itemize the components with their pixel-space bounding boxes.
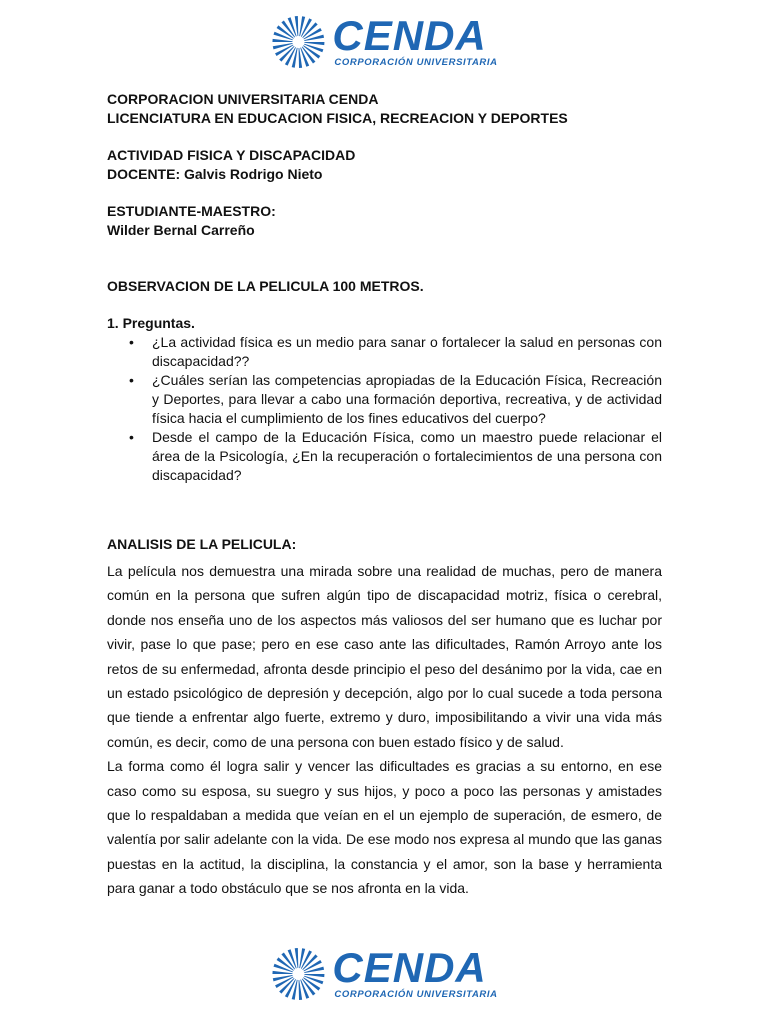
sunburst-ray — [273, 43, 293, 49]
sunburst-ray — [299, 948, 305, 968]
observation-title: OBSERVACION DE LA PELICULA 100 METROS. — [107, 278, 424, 294]
analysis-heading: ANALISIS DE LA PELICULA: — [107, 536, 297, 552]
questions-heading: 1. Preguntas. — [107, 315, 195, 331]
sunburst-ray — [304, 35, 324, 41]
student-name: Wilder Bernal Carreño — [107, 222, 255, 238]
sunburst-ray — [304, 967, 324, 973]
course-name: ACTIVIDAD FISICA Y DISCAPACIDAD — [107, 147, 356, 163]
student-label: ESTUDIANTE-MAESTRO: — [107, 203, 276, 219]
analysis-paragraph: La forma como él logra salir y vencer las dificultades es gracias a su entorno, en ese caso como su esposa, su suegro y sus hijos, y poco a poco las personas y amistades que lo respaldaban a medida que veían en el un ejemplo de superación, de esmero, de valentía por salir adelante con la vida. De ese modo nos expresa al mundo que las ganas puestas en la actitud, la disciplina, la constancia y el amor, son la base y herramienta para ganar a todo obstáculo que se nos afronta en la vida. — [107, 758, 662, 897]
sunburst-ray — [273, 975, 293, 981]
logo-name: CENDA — [332, 12, 487, 59]
question-item: • ¿Cuáles serían las competencias apropiadas de la Educación Física, Recreación y Deportes, para llevar a cabo una formación deportiva, recreativa, y de actividad física hacia el cumplimiento de los fines educativos del cuerpo? — [107, 371, 662, 428]
sunburst-logo-icon — [270, 14, 326, 70]
logo-subtitle: CORPORACIÓN UNIVERSITARIA — [334, 57, 498, 68]
program-name: LICENCIATURA EN EDUCACION FISICA, RECREACION Y DEPORTES — [107, 110, 568, 126]
questions-list — [107, 333, 662, 485]
sunburst-center — [293, 37, 303, 47]
logo-subtitle: CORPORACIÓN UNIVERSITARIA — [334, 989, 498, 1000]
sunburst-ray — [299, 16, 305, 36]
teacher-name: DOCENTE: Galvis Rodrigo Nieto — [107, 166, 323, 182]
sunburst-logo-icon — [270, 946, 326, 1002]
sunburst-ray — [292, 980, 298, 1000]
logo-name: CENDA — [332, 944, 487, 991]
question-item: • ¿La actividad física es un medio para sanar o fortalecer la salud en personas con discapacidad?? — [107, 333, 662, 371]
header-logo — [270, 14, 497, 70]
question-item: • Desde el campo de la Educación Física, como un maestro puede relacionar el área de la Psicología, ¿En la recuperación o fortalecimientos de una persona con discapacidad? — [107, 428, 662, 485]
footer-logo — [270, 946, 497, 1002]
document-body — [107, 90, 662, 901]
analysis-paragraph: La película nos demuestra una mirada sobre una realidad de muchas, pero de manera común en la persona que sufren algún tipo de discapacidad motriz, física o cerebral, donde nos enseña uno de los aspectos más valiosos del ser humano que es luchar por vivir, pase lo que pase; pero en ese caso ante las dificultades, Ramón Arroyo ante los retos de su enfermedad, afronta desde principio el peso del desánimo por la vida, cae en un estado psicológico de depresión y decepción, algo por lo cual sucede a toda persona que tiende a enfrentar algo fuerte, extremo y duro, imposibilitando a vivir una vida más común, es decir, como de una persona con buen estado físico y de salud. — [107, 563, 662, 750]
sunburst-ray — [292, 48, 298, 68]
sunburst-center — [293, 969, 303, 979]
institution-name: CORPORACION UNIVERSITARIA CENDA — [107, 91, 379, 107]
